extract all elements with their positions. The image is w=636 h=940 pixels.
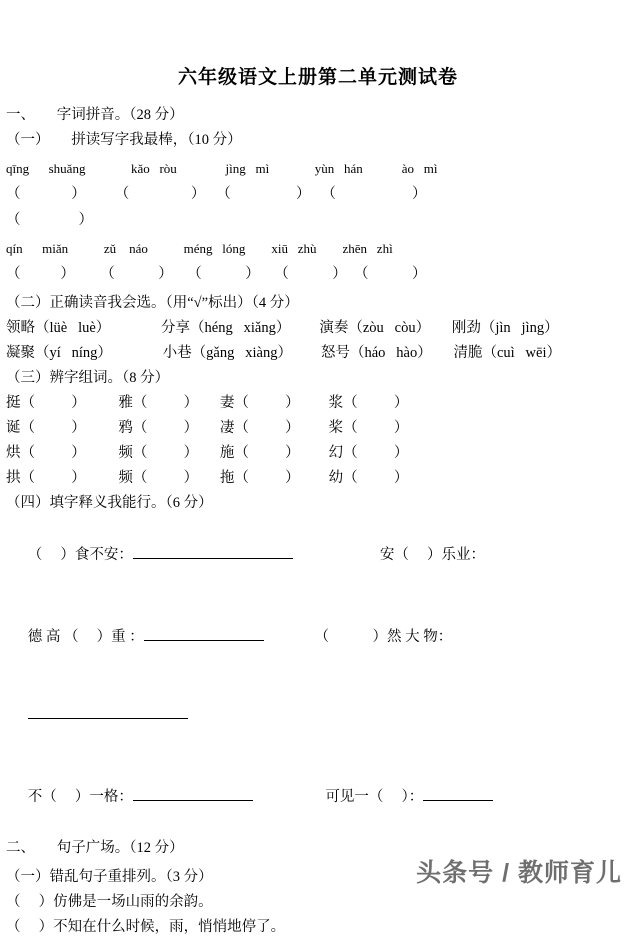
answer-paren-row-1b[interactable]: （ ）: [6, 212, 93, 228]
section-1-sub-4: （四）填字释义我能行。（6 分）: [6, 495, 213, 511]
fill-row-2[interactable]: [6, 598, 626, 676]
section-1-heading: 一、 字词拼音。（28 分）: [6, 107, 184, 123]
section-1-sub-1: （一） 拼读写字我最棒，（10 分）: [6, 132, 242, 148]
fill-blank-2[interactable]: [144, 640, 264, 641]
fill-blank-3[interactable]: [28, 718, 188, 719]
pinyin-row-1: qīng shuǎng kǎo ròu jìng mì yùn hán ào mì: [6, 161, 438, 176]
answer-paren-row-2[interactable]: （ ） （ ） （ ） （ ） （ ）: [6, 266, 427, 282]
section-1-sub-3: （三）辨字组词。（8 分）: [6, 370, 170, 386]
paper-content: [0, 103, 636, 940]
fill-row-1[interactable]: [6, 516, 626, 594]
order-item-2[interactable]: （ ）不知在什么时候，雨，悄悄地停了。: [6, 919, 286, 935]
fill-label-2: 安（ ）乐业：: [379, 547, 485, 563]
fill-row-2-underline[interactable]: [6, 676, 626, 754]
fill-row-3[interactable]: [6, 758, 626, 836]
word-build-row-3[interactable]: 烘（ ） 频（ ） 施（ ） 幻（ ）: [6, 445, 409, 461]
pinyin-row-2: qín miǎn zǔ náo méng lóng xiū zhù zhēn zhì: [6, 241, 393, 256]
word-build-row-2[interactable]: 诞（ ） 鸦（ ） 凄（ ） 桨（ ）: [6, 420, 409, 436]
answer-paren-row-1[interactable]: （ ） （ ） （ ） （ ）: [6, 186, 427, 202]
page-title: 六年级语文上册第二单元测试卷: [177, 67, 458, 88]
fill-label-5: 不（ ）一格：: [27, 789, 133, 805]
fill-blank-4[interactable]: [133, 800, 253, 801]
order-item-1[interactable]: （ ）仿佛是一场山雨的余韵。: [6, 894, 213, 910]
fill-label-4: （ ）然 大 物：: [321, 629, 453, 645]
fill-label-6: 可见一（ ）：: [325, 789, 424, 805]
watermark-label: 头条号 / 教师育儿: [416, 859, 622, 887]
fill-blank-1[interactable]: [133, 558, 293, 559]
fill-label-1: （ ）食不安：: [27, 547, 133, 563]
fill-label-3: 德 高 （ ）重 ：: [27, 629, 144, 645]
section-2-heading: 二、 句子广场。（12 分）: [6, 840, 184, 856]
section-1-sub-2: （二）正确读音我会选。（用“√”标出）（4 分）: [6, 295, 299, 311]
word-build-row-1[interactable]: 挺（ ） 雅（ ） 妻（ ） 浆（ ）: [6, 395, 409, 411]
word-build-row-4[interactable]: 拱（ ） 频（ ） 拖（ ） 幼（ ）: [6, 470, 409, 486]
test-paper-page: [0, 62, 636, 935]
fill-blank-5[interactable]: [423, 800, 493, 801]
choice-row-2[interactable]: 凝聚（yí níng） 小巷（gǎng xiàng） 怒号（háo hào） 清脆（cuì wēi）: [6, 345, 561, 361]
choice-row-1[interactable]: 领略（lüè luè） 分享（héng xiǎng） 演奏（zòu còu） 刚劲（jìn jìng）: [6, 320, 559, 336]
section-2-sub-1: （一）错乱句子重排列。（3 分）: [6, 869, 213, 885]
